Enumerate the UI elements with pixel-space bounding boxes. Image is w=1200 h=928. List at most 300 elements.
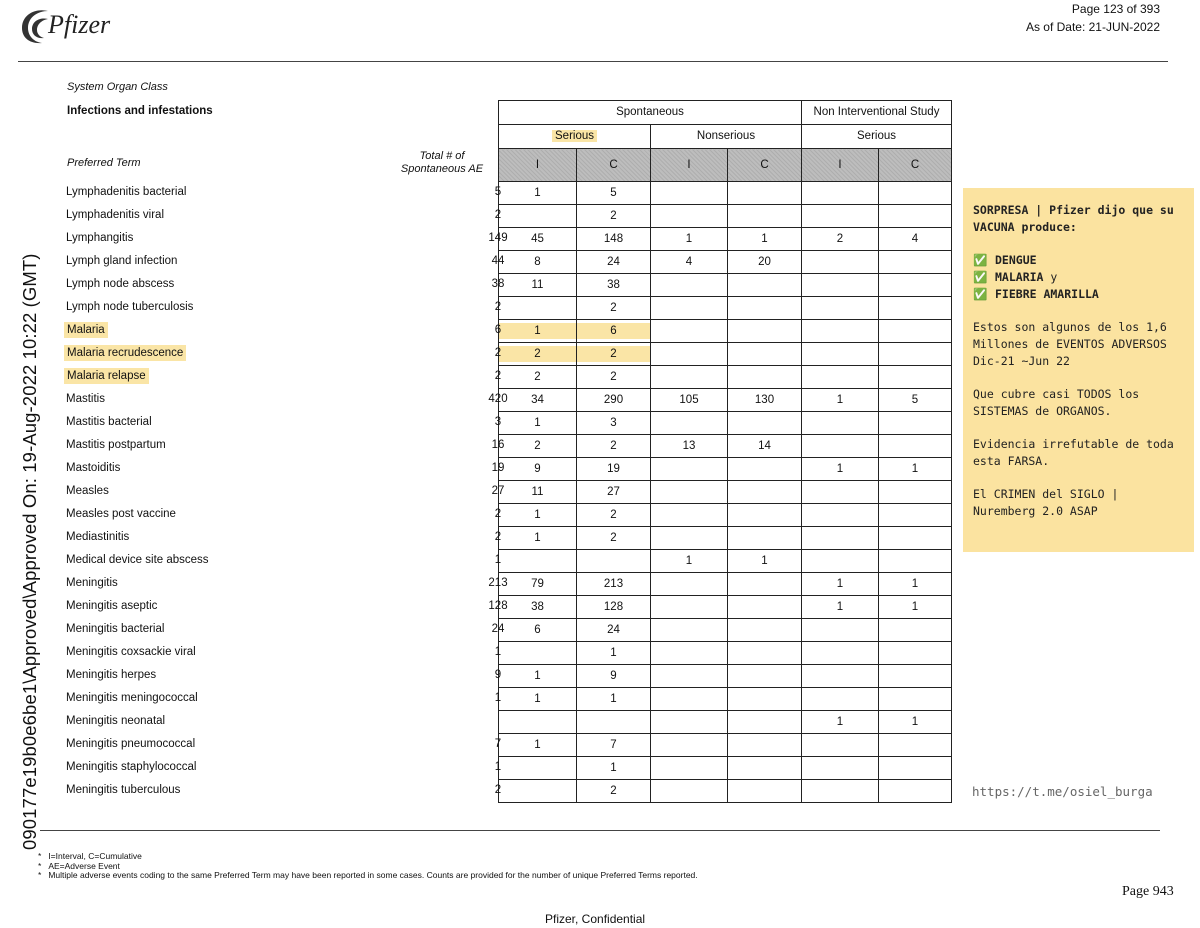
logo-text: Pfizer <box>48 10 111 39</box>
table-cell <box>651 297 728 320</box>
table-row <box>499 619 952 642</box>
page-info <box>1026 0 1160 36</box>
total-count: 128 <box>488 600 508 612</box>
table-cell: 1 <box>577 688 651 711</box>
interval-header: I <box>651 149 728 182</box>
table-cell <box>802 320 879 343</box>
table-cell: 6 <box>499 619 577 642</box>
table-row <box>499 688 952 711</box>
table-cell <box>728 780 802 803</box>
table-cell: 2 <box>577 780 651 803</box>
table-cell: 130 <box>728 389 802 412</box>
table-cell <box>802 251 879 274</box>
table-cell <box>802 205 879 228</box>
interval-header: I <box>499 149 577 182</box>
total-count: 1 <box>494 761 502 773</box>
table-cell <box>728 688 802 711</box>
list-item <box>62 526 502 549</box>
cumulative-header: C <box>577 149 651 182</box>
table-cell: 45 <box>499 228 577 251</box>
table-row <box>499 435 952 458</box>
annotation-note <box>963 188 1194 552</box>
table-cell <box>879 734 952 757</box>
note-list-item: ✅ FIEBRE AMARILLA <box>973 287 1099 301</box>
table-cell: 290 <box>577 389 651 412</box>
preferred-term: Mastitis <box>66 393 105 405</box>
table-row <box>499 458 952 481</box>
table-cell <box>802 182 879 205</box>
nis-serious-header: Serious <box>802 125 952 149</box>
table-cell: 1 <box>499 527 577 550</box>
total-count: 1 <box>494 692 502 704</box>
total-count: 3 <box>494 416 502 428</box>
preferred-term: Medical device site abscess <box>66 554 209 566</box>
table-cell <box>651 205 728 228</box>
table-cell <box>879 527 952 550</box>
table-row <box>499 665 952 688</box>
table-cell <box>802 412 879 435</box>
table-cell: 1 <box>802 711 879 734</box>
table-cell: 213 <box>577 573 651 596</box>
table-cell: 2 <box>577 297 651 320</box>
table-cell: 1 <box>499 688 577 711</box>
table-cell: 34 <box>499 389 577 412</box>
total-count: 2 <box>494 784 502 796</box>
list-item <box>62 204 502 227</box>
table-cell <box>728 320 802 343</box>
table-cell <box>879 642 952 665</box>
nonserious-header: Nonserious <box>651 125 802 149</box>
table-cell: 1 <box>499 182 577 205</box>
note-paragraph: Estos son algunos de los 1,6 Millones de EVENTOS ADVERSOS Dic-21 ~Jun 22 <box>973 320 1167 368</box>
preferred-term: Lymph gland infection <box>66 255 178 267</box>
table-cell <box>728 665 802 688</box>
table-cell <box>728 527 802 550</box>
table-cell <box>728 297 802 320</box>
table-row <box>499 297 952 320</box>
table-cell: 5 <box>879 389 952 412</box>
table-cell <box>728 596 802 619</box>
table-cell: 79 <box>499 573 577 596</box>
note-list <box>973 252 1184 303</box>
table-cell: 20 <box>728 251 802 274</box>
list-item <box>62 388 508 411</box>
table-cell: 9 <box>577 665 651 688</box>
total-count: 6 <box>494 324 502 336</box>
total-count: 2 <box>494 508 502 520</box>
preferred-term: Lymphadenitis viral <box>66 209 165 221</box>
total-count: 420 <box>488 393 508 405</box>
table-cell: 1 <box>499 320 577 343</box>
list-item <box>62 480 505 503</box>
table-cell: 24 <box>577 251 651 274</box>
preferred-term-label: Preferred Term <box>67 157 141 169</box>
table-cell: 2 <box>499 343 577 366</box>
preferred-term: Lymphangitis <box>66 232 134 244</box>
table-cell: 8 <box>499 251 577 274</box>
table-cell <box>651 366 728 389</box>
table-cell: 2 <box>499 435 577 458</box>
table-cell <box>651 527 728 550</box>
table-cell <box>879 550 952 573</box>
preferred-term: Meningitis neonatal <box>66 715 166 727</box>
table-cell <box>879 274 952 297</box>
table-cell <box>879 320 952 343</box>
preferred-term: Lymphadenitis bacterial <box>66 186 187 198</box>
table-cell <box>728 182 802 205</box>
preferred-term: Measles post vaccine <box>66 508 176 520</box>
preferred-term: Lymph node abscess <box>66 278 175 290</box>
system-organ-class-value: Infections and infestations <box>67 105 213 117</box>
table-row <box>499 527 952 550</box>
table-row <box>499 320 952 343</box>
table-cell: 1 <box>499 665 577 688</box>
table-cell <box>577 711 651 734</box>
total-count: 1 <box>494 646 502 658</box>
table-cell: 1 <box>802 389 879 412</box>
footnote: * AE=Adverse Event <box>38 862 698 872</box>
list-item <box>62 664 502 687</box>
table-cell: 14 <box>728 435 802 458</box>
table-cell: 2 <box>577 504 651 527</box>
table-cell <box>651 320 728 343</box>
table-cell: 1 <box>577 642 651 665</box>
preferred-term: Lymph node tuberculosis <box>66 301 194 313</box>
list-item <box>62 595 508 618</box>
table-cell <box>651 711 728 734</box>
list-item <box>62 181 502 204</box>
table-cell: 19 <box>577 458 651 481</box>
table-cell <box>802 734 879 757</box>
list-item <box>62 503 502 526</box>
serious-header-label: Serious <box>552 130 597 142</box>
footnote: * I=Interval, C=Cumulative <box>38 852 698 862</box>
table-cell: 1 <box>728 550 802 573</box>
table-cell <box>728 642 802 665</box>
table-cell <box>802 665 879 688</box>
table-cell <box>802 481 879 504</box>
table-cell: 4 <box>879 228 952 251</box>
table-cell: 1 <box>879 711 952 734</box>
table-cell <box>879 780 952 803</box>
telegram-link[interactable]: https://t.me/osiel_burga <box>972 784 1153 799</box>
total-count: 9 <box>494 669 502 681</box>
table-cell <box>879 412 952 435</box>
table-cell <box>879 182 952 205</box>
table-cell <box>879 688 952 711</box>
table-row <box>499 504 952 527</box>
table-cell: 27 <box>577 481 651 504</box>
table-cell <box>651 619 728 642</box>
table-cell: 1 <box>802 458 879 481</box>
table-row <box>499 550 952 573</box>
table-cell <box>879 757 952 780</box>
note-list-item: ✅ DENGUE <box>973 253 1037 267</box>
preferred-term: Meningitis staphylococcal <box>66 761 197 773</box>
table-cell <box>728 366 802 389</box>
table-cell: 1 <box>802 573 879 596</box>
list-item <box>62 273 505 296</box>
preferred-term: Meningitis pneumococcal <box>66 738 196 750</box>
table-cell <box>879 343 952 366</box>
total-count: 2 <box>494 301 502 313</box>
table-cell <box>802 435 879 458</box>
table-cell: 11 <box>499 481 577 504</box>
table-cell <box>879 481 952 504</box>
table-cell <box>802 504 879 527</box>
table-cell: 3 <box>577 412 651 435</box>
table-row <box>499 251 952 274</box>
list-item <box>62 710 498 733</box>
list-item <box>62 342 502 365</box>
table-cell <box>802 688 879 711</box>
table-row <box>499 412 952 435</box>
table-cell <box>651 343 728 366</box>
table-cell: 2 <box>577 366 651 389</box>
table-row <box>499 642 952 665</box>
list-item <box>62 618 505 641</box>
footer-rule <box>40 830 1160 831</box>
system-organ-class-label: System Organ Class <box>67 81 168 93</box>
table-cell <box>651 504 728 527</box>
table-row <box>499 711 952 734</box>
total-count: 24 <box>491 623 505 635</box>
table-cell <box>728 619 802 642</box>
total-count: 27 <box>491 485 505 497</box>
check-icon: ✅ <box>973 253 988 267</box>
list-item <box>62 756 502 779</box>
table-row <box>499 596 952 619</box>
preferred-term: Meningitis herpes <box>66 669 157 681</box>
table-cell: 6 <box>577 320 651 343</box>
total-count: 2 <box>494 347 502 359</box>
total-count: 2 <box>494 531 502 543</box>
table-cell: 148 <box>577 228 651 251</box>
table-cell <box>499 711 577 734</box>
table-cell <box>651 780 728 803</box>
table-cell <box>728 757 802 780</box>
table-cell: 1 <box>499 734 577 757</box>
table-cell <box>879 435 952 458</box>
table-row <box>499 274 952 297</box>
interval-header: I <box>802 149 879 182</box>
list-item <box>62 365 502 388</box>
table-cell <box>728 573 802 596</box>
note-paragraph: Evidencia irrefutable de toda esta FARSA. <box>973 437 1174 468</box>
check-icon: ✅ <box>973 287 988 301</box>
total-count: 1 <box>494 554 502 566</box>
table-cell <box>802 642 879 665</box>
table-cell: 1 <box>879 458 952 481</box>
table-cell: 128 <box>577 596 651 619</box>
table-cell <box>728 458 802 481</box>
table-cell: 1 <box>499 504 577 527</box>
list-item <box>62 227 508 250</box>
table-cell <box>879 205 952 228</box>
table-cell <box>802 274 879 297</box>
table-cell: 2 <box>577 343 651 366</box>
table-cell: 2 <box>577 205 651 228</box>
table-cell <box>651 412 728 435</box>
total-count: 213 <box>488 577 508 589</box>
preferred-term: Meningitis meningococcal <box>66 692 198 704</box>
footnote: * Multiple adverse events coding to the same Preferred Term may have been reported in some cases. Counts are provided for the number of unique Preferred Terms reported. <box>38 871 698 881</box>
list-item <box>62 687 502 710</box>
table-cell: 1 <box>879 573 952 596</box>
table-row <box>499 366 952 389</box>
preferred-term: Malaria relapse <box>64 368 149 384</box>
table-cell <box>802 757 879 780</box>
adverse-event-table <box>498 100 952 803</box>
list-item <box>62 411 502 434</box>
total-spontaneous-label: Total # of Spontaneous AE <box>400 150 484 175</box>
table-cell <box>728 274 802 297</box>
preferred-term: Measles <box>66 485 109 497</box>
page-number: Page 943 <box>1122 884 1174 899</box>
preferred-term: Meningitis coxsackie viral <box>66 646 196 658</box>
table-cell <box>802 619 879 642</box>
table-cell <box>728 504 802 527</box>
confidential-label: Pfizer, Confidential <box>545 912 646 926</box>
table-cell <box>651 458 728 481</box>
table-cell <box>728 205 802 228</box>
table-cell: 2 <box>499 366 577 389</box>
preferred-term-list <box>62 181 508 802</box>
table-cell <box>802 550 879 573</box>
list-item <box>62 434 505 457</box>
table-cell <box>879 297 952 320</box>
table-row <box>499 780 952 803</box>
table-cell <box>879 366 952 389</box>
total-count: 7 <box>494 738 502 750</box>
table-cell <box>651 688 728 711</box>
as-of-date: As of Date: 21-JUN-2022 <box>1025 20 1160 34</box>
preferred-term: Mastitis bacterial <box>66 416 152 428</box>
table-cell: 2 <box>577 527 651 550</box>
preferred-term: Meningitis aseptic <box>66 600 158 612</box>
table-cell <box>651 642 728 665</box>
table-cell: 7 <box>577 734 651 757</box>
list-item <box>62 641 502 664</box>
table-cell <box>651 182 728 205</box>
table-cell: 38 <box>577 274 651 297</box>
table-cell <box>802 780 879 803</box>
check-icon: ✅ <box>973 270 988 284</box>
table-cell: 1 <box>651 550 728 573</box>
table-row <box>499 205 952 228</box>
list-item <box>62 296 502 319</box>
preferred-term: Malaria <box>64 322 108 338</box>
table-cell <box>651 757 728 780</box>
list-item <box>62 549 502 572</box>
table-cell: 4 <box>651 251 728 274</box>
list-item <box>62 457 505 480</box>
table-cell <box>879 665 952 688</box>
table-cell: 105 <box>651 389 728 412</box>
table-cell: 1 <box>728 228 802 251</box>
pfizer-logo <box>18 2 138 48</box>
list-item <box>62 733 502 756</box>
table-cell <box>879 251 952 274</box>
total-count: 149 <box>488 232 508 244</box>
preferred-term: Mediastinitis <box>66 531 130 543</box>
total-count: 2 <box>494 370 502 382</box>
table-cell <box>651 665 728 688</box>
table-row <box>499 343 952 366</box>
table-cell <box>651 596 728 619</box>
table-cell <box>651 481 728 504</box>
nis-header: Non Interventional Study <box>802 101 952 125</box>
page-label: Page 123 of 393 <box>1071 2 1160 16</box>
note-list-item: ✅ MALARIA y <box>973 270 1058 284</box>
preferred-term: Mastoiditis <box>66 462 121 474</box>
spontaneous-header: Spontaneous <box>499 101 802 125</box>
serious-header <box>499 125 651 149</box>
table-cell <box>651 274 728 297</box>
table-cell <box>651 573 728 596</box>
total-count: 44 <box>491 255 505 267</box>
table-cell <box>802 297 879 320</box>
list-item <box>62 572 508 595</box>
table-row <box>499 573 952 596</box>
list-item <box>62 250 505 273</box>
table-cell <box>651 734 728 757</box>
note-intro: SORPRESA | Pfizer dijo que su VACUNA produce: <box>973 203 1174 234</box>
footnotes <box>38 852 698 881</box>
table-cell <box>728 734 802 757</box>
total-count: 5 <box>494 186 502 198</box>
header-rule <box>18 61 1168 62</box>
table-cell <box>728 412 802 435</box>
table-cell: 1 <box>499 412 577 435</box>
cumulative-header: C <box>728 149 802 182</box>
table-cell: 1 <box>577 757 651 780</box>
table-row <box>499 757 952 780</box>
preferred-term: Mastitis postpartum <box>66 439 166 451</box>
total-count: 38 <box>491 278 505 290</box>
table-cell: 1 <box>879 596 952 619</box>
table-cell: 2 <box>802 228 879 251</box>
note-paragraph: El CRIMEN del SIGLO | Nuremberg 2.0 ASAP <box>973 487 1119 518</box>
table-cell: 5 <box>577 182 651 205</box>
table-row <box>499 182 952 205</box>
table-cell <box>577 550 651 573</box>
table-cell <box>802 527 879 550</box>
total-count: 2 <box>494 209 502 221</box>
preferred-term: Meningitis <box>66 577 118 589</box>
table-cell: 24 <box>577 619 651 642</box>
table-cell: 11 <box>499 274 577 297</box>
table-row <box>499 481 952 504</box>
table-cell <box>802 366 879 389</box>
preferred-term: Meningitis tuberculous <box>66 784 181 796</box>
table-row <box>499 389 952 412</box>
table-cell <box>879 619 952 642</box>
table-row <box>499 734 952 757</box>
list-item <box>62 319 502 342</box>
note-paragraph: Que cubre casi TODOS los SISTEMAS de ORGANOS. <box>973 387 1140 418</box>
table-row <box>499 228 952 251</box>
preferred-term: Malaria recrudescence <box>64 345 186 361</box>
table-cell <box>879 504 952 527</box>
table-cell <box>728 481 802 504</box>
total-count: 16 <box>491 439 505 451</box>
table-cell <box>802 343 879 366</box>
approval-stamp: 090177e19b0e6be1\Approved\Approved On: 19-Aug-2022 10:22 (GMT) <box>19 253 40 850</box>
total-count: 19 <box>491 462 505 474</box>
table-cell <box>728 711 802 734</box>
table-cell: 2 <box>577 435 651 458</box>
